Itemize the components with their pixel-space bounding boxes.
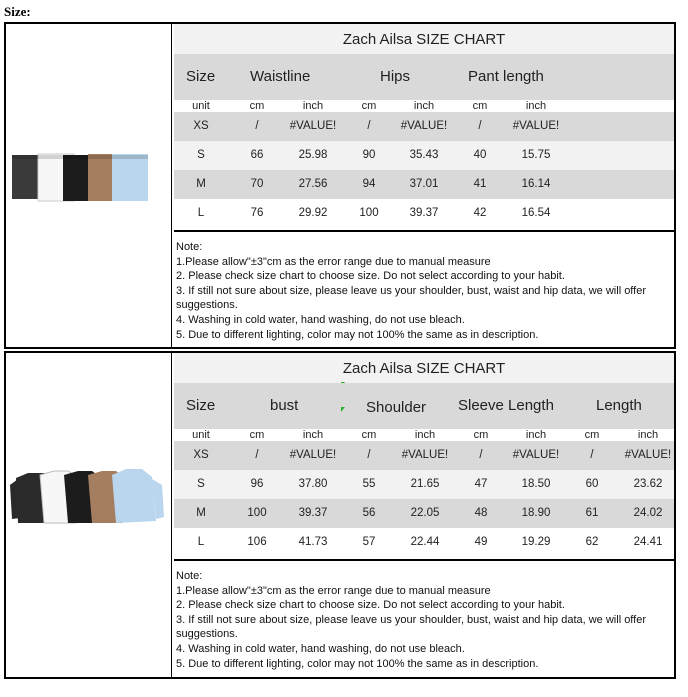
table-cell: 15.75 xyxy=(521,149,551,161)
unit-cell: cm xyxy=(473,429,489,441)
table-cell: #VALUE! xyxy=(624,449,672,461)
table-cell: 27.56 xyxy=(298,178,328,190)
chart-title: Zach Ailsa SIZE CHART xyxy=(174,24,674,54)
table-cell: / xyxy=(590,449,594,461)
table-cell: 62 xyxy=(585,536,599,548)
unit-cell: cm xyxy=(249,100,265,112)
table-cell: / xyxy=(478,120,482,132)
table-cell: 29.92 xyxy=(298,207,328,219)
table-cell: S xyxy=(197,478,205,490)
size-chart-block-cardigans xyxy=(4,351,676,679)
unit-cell: inch xyxy=(302,100,324,112)
table-cell: 19.29 xyxy=(521,536,551,548)
table-cell: 61 xyxy=(585,507,599,519)
table-cell: 37.01 xyxy=(409,178,439,190)
table-cell: 18.90 xyxy=(521,507,551,519)
table-cell: 40 xyxy=(473,149,487,161)
table-cell: 24.41 xyxy=(633,536,663,548)
size-section-label: Size: xyxy=(4,4,31,19)
table-cell: #VALUE! xyxy=(512,120,560,132)
note-line: 3. If still not sure about size, please leave us your shoulder, bust, waist and hip data, we will offer suggestions. xyxy=(176,613,647,641)
table-cell: / xyxy=(255,120,259,132)
table-cell: #VALUE! xyxy=(401,449,449,461)
unit-cell: unit xyxy=(192,429,210,441)
table-cell: 60 xyxy=(585,478,599,490)
table-cell: 37.80 xyxy=(298,478,328,490)
table-cell: 48 xyxy=(474,507,488,519)
note-line: 2. Please check size chart to choose size. Do not select according to your habit. xyxy=(176,599,565,612)
table-row xyxy=(174,470,674,499)
table-cell: 56 xyxy=(362,507,376,519)
table-cell: M xyxy=(196,178,206,190)
table-cell: 41.73 xyxy=(298,536,328,548)
table-cell: 23.62 xyxy=(633,478,663,490)
table-cell: / xyxy=(255,449,259,461)
note-line: 3. If still not sure about size, please leave us your shoulder, bust, waist and hip data, we will offer suggestions. xyxy=(176,284,647,312)
unit-cell: inch xyxy=(302,429,324,441)
unit-cell: inch xyxy=(525,429,547,441)
unit-cell: unit xyxy=(192,100,210,112)
unit-cell: cm xyxy=(584,429,600,441)
note-line: 5. Due to different lighting, color may not 100% the same as in description. xyxy=(176,657,539,670)
table-cell: 16.54 xyxy=(521,207,551,219)
note-line: 1.Please allow"±3"cm as the error range due to manual measure xyxy=(176,584,491,597)
unit-cell: inch xyxy=(413,100,435,112)
size-chart-block-skirts xyxy=(4,22,676,349)
table-cell: 22.44 xyxy=(410,536,440,548)
table-row xyxy=(174,528,674,559)
table-cell: 47 xyxy=(474,478,488,490)
header-bust: bust xyxy=(270,397,299,414)
product-image-cell xyxy=(6,353,172,677)
note-heading: Note: xyxy=(176,570,203,582)
table-cell: / xyxy=(367,120,371,132)
note-line: 1.Please allow"±3"cm as the error range due to manual measure xyxy=(176,255,491,268)
notes-section xyxy=(174,230,674,347)
table-cell: 39.37 xyxy=(409,207,439,219)
table-cell: 35.43 xyxy=(409,149,439,161)
header-pant-length: Pant length xyxy=(468,68,544,85)
table-cell: 94 xyxy=(362,178,376,190)
unit-cell: cm xyxy=(472,100,488,112)
header-waistline: Waistline xyxy=(250,68,311,85)
header-length: Length xyxy=(596,397,642,414)
table-cell: 22.05 xyxy=(410,507,440,519)
size-chart-table xyxy=(174,353,674,559)
skirts-product-icon xyxy=(6,24,172,351)
table-cell: XS xyxy=(193,449,209,461)
table-row xyxy=(174,112,674,141)
table-cell: 90 xyxy=(362,149,376,161)
table-cell: 49 xyxy=(474,536,488,548)
note-line: 5. Due to different lighting, color may not 100% the same as in description. xyxy=(176,328,539,341)
unit-row xyxy=(174,429,674,441)
table-cell: 42 xyxy=(473,207,487,219)
table-cell: 100 xyxy=(247,507,267,519)
header-shoulder: Shoulder xyxy=(366,399,427,416)
table-cell: #VALUE! xyxy=(400,120,448,132)
note-line: 4. Washing in cold water, hand washing, do not use bleach. xyxy=(176,313,465,326)
size-chart-table xyxy=(174,24,674,230)
table-row xyxy=(174,199,674,230)
note-line: 4. Washing in cold water, hand washing, do not use bleach. xyxy=(176,642,465,655)
header-row xyxy=(174,54,674,100)
table-cell: 39.37 xyxy=(298,507,328,519)
table-cell: 106 xyxy=(247,536,267,548)
table-cell: 21.65 xyxy=(410,478,440,490)
table-row xyxy=(174,141,674,170)
unit-cell: inch xyxy=(525,100,547,112)
unit-cell: cm xyxy=(361,429,377,441)
table-cell: M xyxy=(196,507,206,519)
table-row xyxy=(174,170,674,199)
table-cell: 25.98 xyxy=(298,149,328,161)
table-cell: / xyxy=(479,449,483,461)
table-cell: 24.02 xyxy=(633,507,663,519)
table-cell: 100 xyxy=(359,207,379,219)
table-cell: #VALUE! xyxy=(512,449,560,461)
chart-title: Zach Ailsa SIZE CHART xyxy=(174,353,674,383)
unit-cell: cm xyxy=(249,429,265,441)
table-cell: 41 xyxy=(473,178,487,190)
header-row xyxy=(174,383,674,429)
table-cell: #VALUE! xyxy=(289,120,337,132)
table-cell: 70 xyxy=(250,178,264,190)
comment-marker-icon xyxy=(341,407,345,412)
table-cell: / xyxy=(367,449,371,461)
unit-row xyxy=(174,100,674,112)
notes-section xyxy=(174,559,674,677)
table-cell: 96 xyxy=(250,478,264,490)
table-row xyxy=(174,441,674,470)
unit-cell: cm xyxy=(361,100,377,112)
header-sleeve-length: Sleeve Length xyxy=(458,397,554,414)
unit-cell: inch xyxy=(414,429,436,441)
note-heading: Note: xyxy=(176,241,203,253)
unit-cell: inch xyxy=(637,429,659,441)
header-hips: Hips xyxy=(380,68,411,85)
cardigans-product-icon xyxy=(6,353,172,681)
header-size: Size xyxy=(186,397,216,414)
table-cell: #VALUE! xyxy=(289,449,337,461)
note-line: 2. Please check size chart to choose size. Do not select according to your habit. xyxy=(176,270,565,283)
table-cell: XS xyxy=(193,120,209,132)
header-size: Size xyxy=(186,68,216,85)
table-cell: 57 xyxy=(362,536,376,548)
table-cell: 18.50 xyxy=(521,478,551,490)
table-cell: 55 xyxy=(362,478,376,490)
table-cell: 66 xyxy=(250,149,264,161)
table-cell: 76 xyxy=(250,207,264,219)
table-cell: S xyxy=(197,149,205,161)
product-image-cell xyxy=(6,24,172,347)
table-cell: 16.14 xyxy=(521,178,551,190)
table-cell: L xyxy=(197,536,205,548)
table-cell: L xyxy=(197,207,205,219)
table-row xyxy=(174,499,674,528)
